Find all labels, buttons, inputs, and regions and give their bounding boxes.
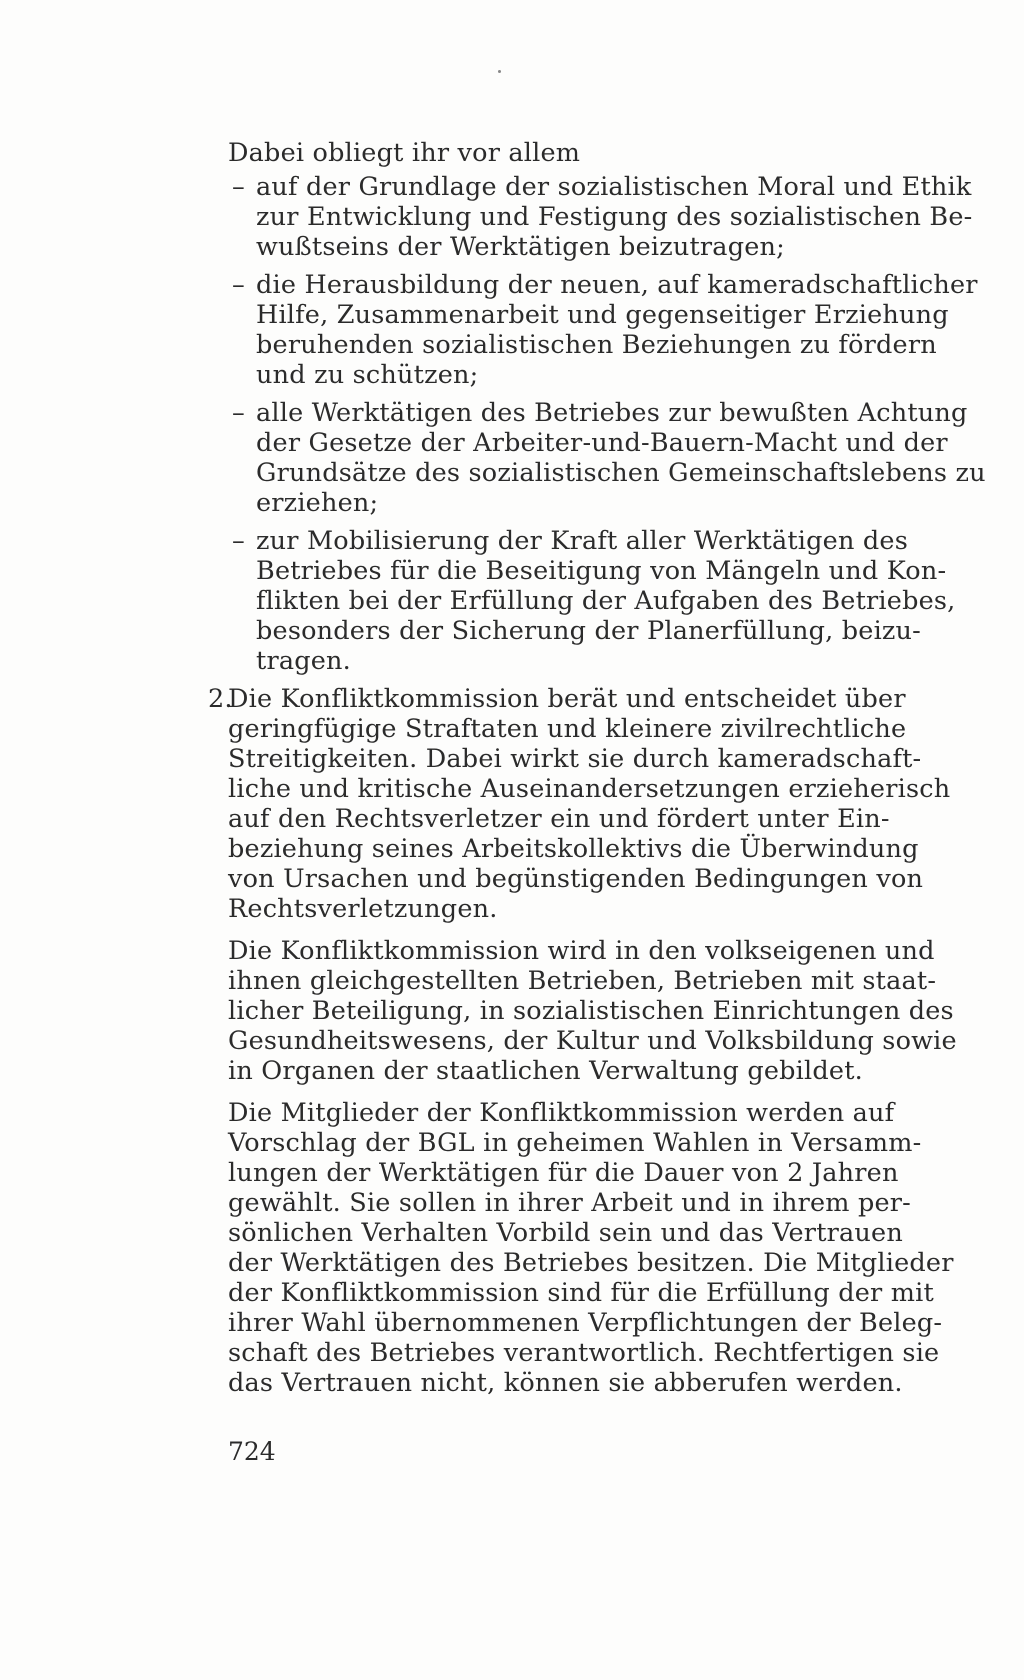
text-line: tragen. [256, 646, 351, 676]
text-line: alle Werktätigen des Betriebes zur bewußten Achtung [256, 398, 968, 428]
text-line: das Vertrauen nicht, können sie abberufen werden. [228, 1368, 903, 1398]
text-line: von Ursachen und begünstigenden Bedingungen von [228, 864, 924, 894]
bullet-item-2 [228, 270, 978, 390]
text-line: ihnen gleichgestellten Betrieben, Betrieben mit staat- [228, 966, 937, 996]
text-line: auf den Rechtsverletzer ein und fördert unter Ein- [228, 804, 890, 834]
text-line: gewählt. Sie sollen in ihrer Arbeit und in ihrem per- [228, 1188, 911, 1218]
text-line: Die Mitglieder der Konfliktkommission werden auf [228, 1098, 895, 1128]
text-line: zur Entwicklung und Festigung des sozialistischen Be- [256, 202, 973, 232]
text-line: Vorschlag der BGL in geheimen Wahlen in Versamm- [228, 1128, 922, 1158]
text-line: besonders der Sicherung der Planerfüllung, beizu- [256, 616, 921, 646]
text-line: beziehung seines Arbeitskollektivs die Überwindung [228, 834, 919, 864]
text-line: auf der Grundlage der sozialistischen Moral und Ethik [256, 172, 972, 202]
text-line: liche und kritische Auseinandersetzungen erzieherisch [228, 774, 951, 804]
text-line: licher Beteiligung, in sozialistischen Einrichtungen des [228, 996, 954, 1026]
paragraph-formation [228, 936, 957, 1086]
text-line: Gesundheitswesens, der Kultur und Volksbildung sowie [228, 1026, 957, 1056]
text-line: erziehen; [256, 488, 379, 518]
text-line: Rechtsverletzungen. [228, 894, 498, 924]
text-line: geringfügige Straftaten und kleinere zivilrechtliche [228, 714, 907, 744]
text-line: wußtseins der Werktätigen beizutragen; [256, 232, 785, 262]
text-line: der Konfliktkommission sind für die Erfüllung der mit [228, 1278, 934, 1308]
text-line: Betriebes für die Beseitigung von Mängeln und Kon- [256, 556, 947, 586]
text-line: der Werktätigen des Betriebes besitzen. Die Mitglieder [228, 1248, 954, 1278]
paragraph-members [228, 1098, 954, 1398]
bullet-item-3 [228, 398, 986, 518]
bullet-dash: – [232, 526, 245, 556]
text-line: zur Mobilisierung der Kraft aller Werktätigen des [256, 526, 909, 556]
intro-line: Dabei obliegt ihr vor allem [228, 138, 581, 168]
text-line: in Organen der staatlichen Verwaltung gebildet. [228, 1056, 863, 1086]
page-number: 724 [228, 1437, 276, 1466]
numbered-section-2 [208, 684, 951, 924]
text-line: ihrer Wahl übernommenen Verpflichtungen der Beleg- [228, 1308, 943, 1338]
print-speck [498, 70, 501, 73]
text-line: beruhenden sozialistischen Beziehungen zu fördern [256, 330, 937, 360]
bullet-dash: – [232, 398, 245, 428]
text-line: lungen der Werktätigen für die Dauer von 2 Jahren [228, 1158, 899, 1188]
bullet-item-4 [228, 526, 956, 676]
text-line: Grundsätze des sozialistischen Gemeinschaftslebens zu [256, 458, 986, 488]
section-number: 2. [208, 684, 233, 714]
text-line: sönlichen Verhalten Vorbild sein und das Vertrauen [228, 1218, 903, 1248]
text-column [208, 138, 986, 1410]
text-line: die Herausbildung der neuen, auf kameradschaftlicher [256, 270, 978, 300]
bullet-dash: – [232, 270, 245, 300]
text-line: schaft des Betriebes verantwortlich. Rechtfertigen sie [228, 1338, 940, 1368]
text-line: Die Konfliktkommission berät und entscheidet über [228, 684, 906, 714]
text-line: Die Konfliktkommission wird in den volkseigenen und [228, 936, 935, 966]
text-line: Streitigkeiten. Dabei wirkt sie durch kameradschaft- [228, 744, 922, 774]
text-line: und zu schützen; [256, 360, 479, 390]
text-line: Hilfe, Zusammenarbeit und gegenseitiger Erziehung [256, 300, 949, 330]
bullet-item-1 [228, 172, 973, 262]
bullet-dash: – [232, 172, 245, 202]
text-line: flikten bei der Erfüllung der Aufgaben des Betriebes, [256, 586, 956, 616]
text-line: der Gesetze der Arbeiter-und-Bauern-Macht und der [256, 428, 948, 458]
